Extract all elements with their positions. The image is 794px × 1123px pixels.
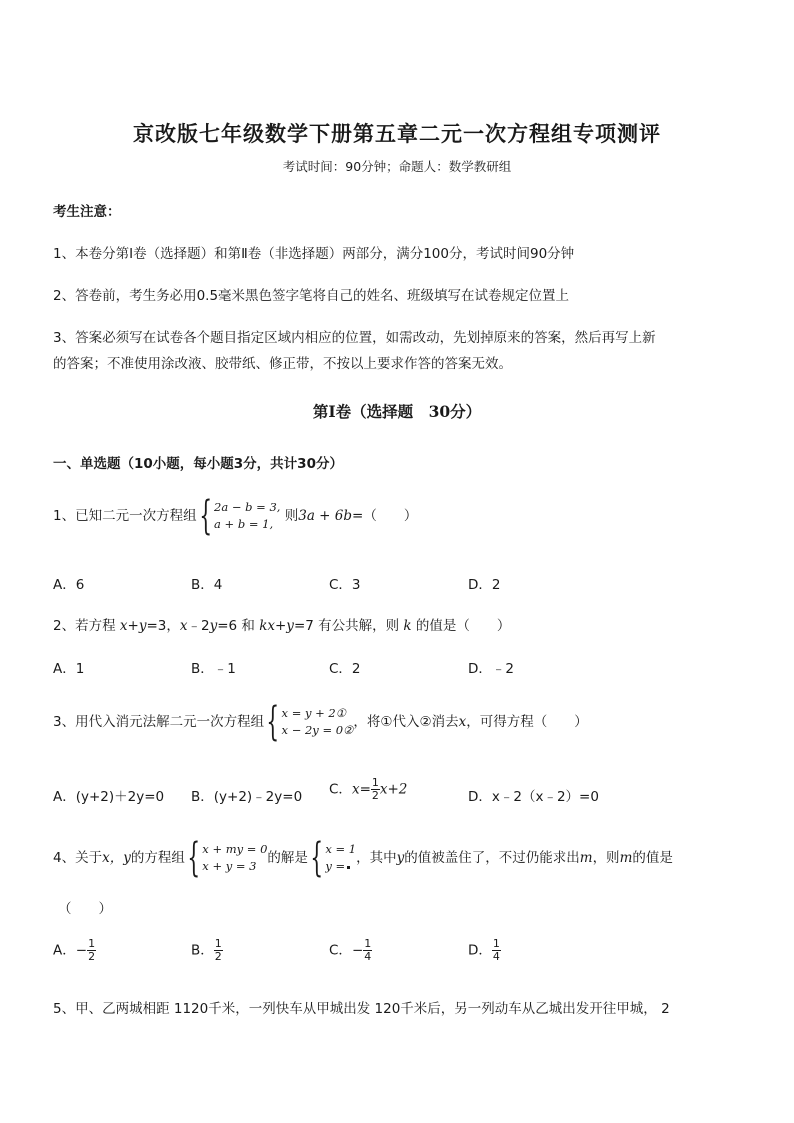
q4-option-c[interactable] xyxy=(329,938,372,963)
q1-prefix: 1、已知二元一次方程组 xyxy=(53,508,197,524)
q2-text-3: ﹣2 xyxy=(187,618,210,634)
q4-option-b[interactable] xyxy=(191,938,223,963)
q3-option-b[interactable]: B．(y+2)﹣2y=0 xyxy=(191,789,303,805)
q1-suffix: =（ ） xyxy=(352,508,418,524)
q4-var-m: m xyxy=(579,850,593,866)
part-heading: 一、单选题（10小题，每小题3分，共计30分） xyxy=(53,456,343,472)
fraction-numerator: 1 xyxy=(364,937,372,950)
q2-text-1: 2、若方程 xyxy=(53,618,120,634)
q4-system xyxy=(202,841,267,875)
q1-then: 则 xyxy=(284,508,299,524)
q3-c-post: x+2 xyxy=(379,781,408,798)
q3-eq1: x = y + 2① xyxy=(281,706,347,720)
q2-math-4: kx+y xyxy=(259,618,294,634)
q3-mid: ，将①代入②消去 xyxy=(353,714,459,730)
q3-suffix: ，可得方程（ ） xyxy=(466,714,588,730)
q2-option-b[interactable]: B．﹣1 xyxy=(191,661,236,677)
brace-icon: { xyxy=(187,835,200,881)
q1-eq1: 2a − b = 3, xyxy=(214,500,281,514)
q1-option-c[interactable]: C．3 xyxy=(329,577,361,593)
q4-eq2: x + y = 3 xyxy=(202,859,257,873)
option-fraction xyxy=(87,938,96,963)
q4-prefix: 4、关于 xyxy=(53,850,103,866)
question-1 xyxy=(53,493,418,539)
q4-mid3: ，其中 xyxy=(356,850,397,866)
fraction-denominator: 4 xyxy=(364,950,372,963)
q2-text-6: 的值是（ ） xyxy=(411,618,511,634)
q4-mid5: ，则 xyxy=(592,850,620,866)
question-4 xyxy=(53,835,673,881)
option-label: B． xyxy=(191,942,214,959)
q3-prefix: 3、用代入消元法解二元一次方程组 xyxy=(53,714,265,730)
page-title: 京改版七年级数学下册第五章二元一次方程组专项测评 xyxy=(133,121,661,146)
q4-sol2-wrap xyxy=(325,858,356,875)
q4-mid1: 的方程组 xyxy=(130,850,185,866)
section-title: 第Ⅰ卷（选择题 30分） xyxy=(312,402,482,421)
notice-item-2: 2、答卷前，考生务必用0.5毫米黑色签字笔将自己的姓名、班级填写在试卷规定位置上 xyxy=(53,288,570,304)
option-fraction xyxy=(492,938,501,963)
q4-sol2: y = xyxy=(325,859,346,873)
fraction-denominator: 4 xyxy=(492,950,500,963)
question-3 xyxy=(53,699,588,745)
exam-info: 考试时间：90分钟；命题人：数学教研组 xyxy=(282,159,512,174)
q2-option-c[interactable]: C．2 xyxy=(329,661,361,677)
q1-option-d[interactable]: D．2 xyxy=(468,577,501,593)
option-label: D． xyxy=(468,942,492,959)
q4-suffix: 的值是 xyxy=(632,850,673,866)
question-2 xyxy=(53,614,510,634)
q3-c-eq: = xyxy=(359,781,371,798)
option-sign: − xyxy=(351,942,364,959)
fraction-denominator: 2 xyxy=(371,789,379,802)
notice-heading: 考生注意： xyxy=(53,204,121,220)
option-fraction xyxy=(363,938,372,963)
q4-solution xyxy=(325,841,356,875)
notice-item-3-cont: 的答案；不准使用涂改液、胶带纸、修正带，不按以上要求作答的答案无效。 xyxy=(53,356,512,372)
option-sign: − xyxy=(75,942,88,959)
q1-option-b[interactable]: B．4 xyxy=(191,577,223,593)
notice-item-1: 1、本卷分第Ⅰ卷（选择题）和第Ⅱ卷（非选择题）两部分，满分100分，考试时间90分钟 xyxy=(53,246,575,262)
q2-option-d[interactable]: D．﹣2 xyxy=(468,661,514,677)
q4-mid4: 的值被盖住了，不过仍能求出 xyxy=(404,850,580,866)
brace-icon: { xyxy=(198,493,212,539)
q4-var-m2: m xyxy=(619,850,633,866)
q2-math-2: x xyxy=(179,618,188,634)
option-label: C． xyxy=(329,942,352,959)
option-fraction xyxy=(214,938,223,963)
q3-eq2: x − 2y = 0② xyxy=(281,723,354,737)
fraction-denominator: 2 xyxy=(214,950,222,963)
fraction-numerator: 1 xyxy=(492,937,500,950)
q2-text-2: =3， xyxy=(146,618,180,634)
q2-text-4: =6 和 xyxy=(217,618,260,634)
q4-option-d[interactable] xyxy=(468,938,501,963)
fraction-numerator: 1 xyxy=(371,776,379,789)
notice-item-3: 3、答案必须写在试卷各个题目指定区域内相应的位置，如需改动，先划掉原来的答案，然后再写上新 xyxy=(53,330,656,346)
question-5: 5、甲、乙两城相距 1120千米，一列快车从甲城出发 120千米后，另一列动车从乙城出发开往甲城， 2 xyxy=(53,1001,670,1017)
q4-mid2: 的解是 xyxy=(267,850,308,866)
q2-math-5: k xyxy=(403,618,412,634)
q1-eq2: a + b = 1, xyxy=(214,517,274,531)
q4-var-y: y xyxy=(396,850,405,866)
q2-option-a[interactable]: A．1 xyxy=(53,661,85,677)
q2-math-1: x+y xyxy=(119,618,147,634)
q3-c-fraction xyxy=(371,777,380,802)
fraction-numerator: 1 xyxy=(88,937,96,950)
q4-eq1: x + my = 0 xyxy=(202,842,268,856)
brace-icon: { xyxy=(266,699,280,745)
q1-option-a[interactable]: A．6 xyxy=(53,577,85,593)
q3-option-d[interactable]: D．x﹣2（x﹣2）=0 xyxy=(468,789,599,805)
q4-vars: x，y xyxy=(102,850,131,866)
q3-system xyxy=(282,705,354,739)
brace-icon: { xyxy=(310,835,323,881)
q3-c-x: x xyxy=(351,781,360,798)
q3-option-c[interactable] xyxy=(329,777,407,802)
q3-option-a[interactable]: A．(y+2)＋2y=0 xyxy=(53,789,165,805)
q3-c-label: C． xyxy=(329,781,352,798)
q4-option-a[interactable] xyxy=(53,938,96,963)
q1-system xyxy=(214,499,280,533)
option-label: A． xyxy=(53,942,76,959)
q1-expr: 3a + 6b xyxy=(298,508,353,524)
fraction-denominator: 2 xyxy=(88,950,96,963)
q2-text-5: =7 有公共解，则 xyxy=(293,618,404,634)
fraction-numerator: 1 xyxy=(214,937,222,950)
covered-value-icon xyxy=(347,866,350,869)
q4-sol1: x = 1 xyxy=(325,842,357,856)
q3-var: x xyxy=(458,714,467,730)
q2-math-3: y xyxy=(209,618,218,634)
q4-answer-paren: （ ） xyxy=(58,901,112,917)
